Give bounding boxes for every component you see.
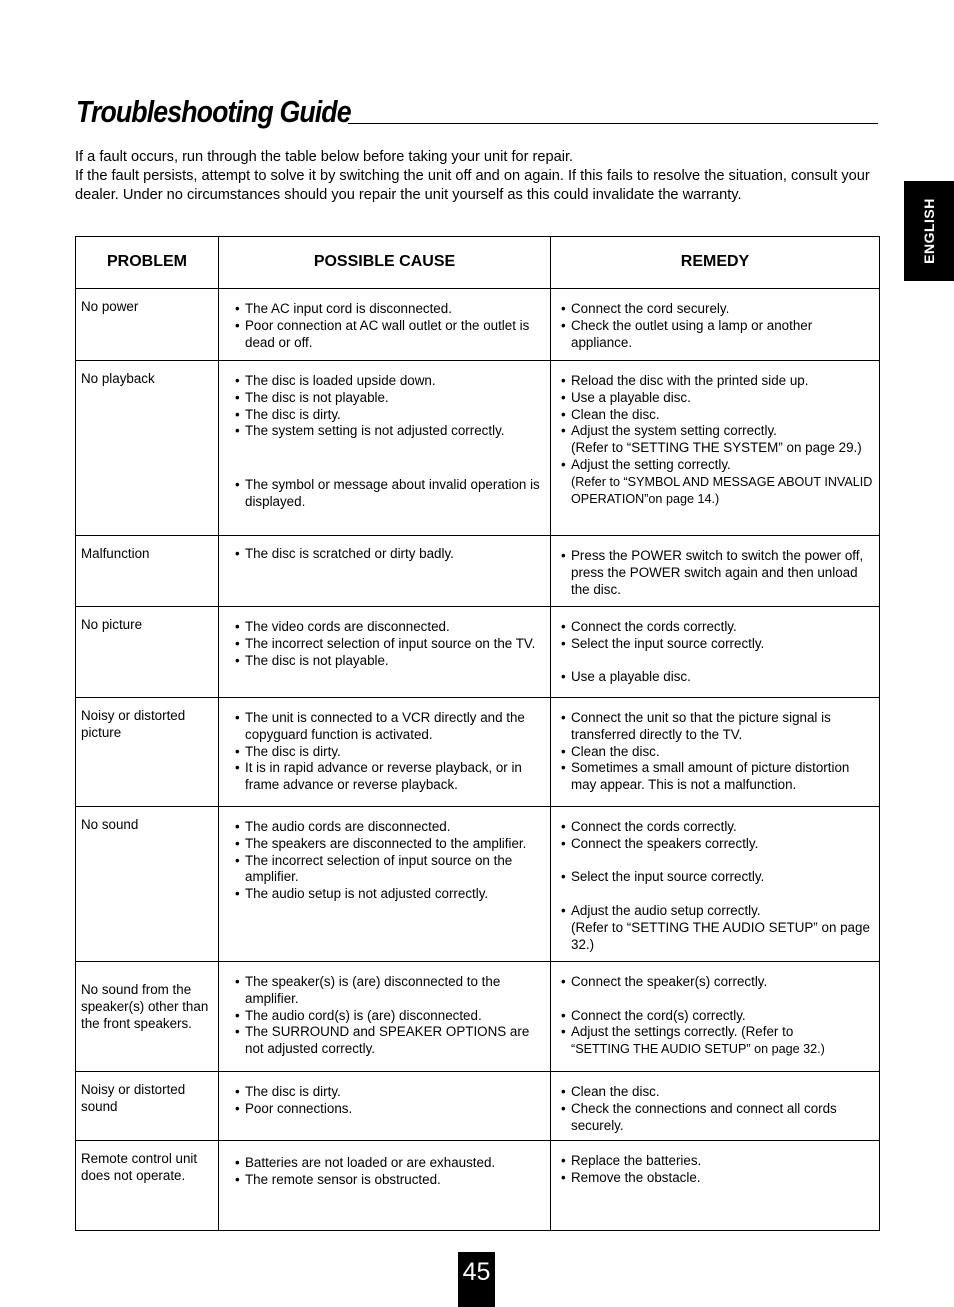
intro-line: If a fault occurs, run through the table below before taking your unit for repair. <box>75 149 574 165</box>
cause-item: • The symbol or message about invalid operation is displayed. <box>235 477 540 509</box>
cause-cell <box>219 289 551 361</box>
remedy-cell <box>551 536 880 607</box>
cause-item: • The SURROUND and SPEAKER OPTIONS are not adjusted correctly. <box>235 1024 530 1057</box>
cause-item: • The system setting is not adjusted correctly. <box>235 423 505 439</box>
remedy-item: • Connect the unit so that the picture signal is transferred directly to the TV. <box>561 710 831 742</box>
cause-item: • The speaker(s) is (are) disconnected to the amplifier. <box>235 974 501 1006</box>
table-row <box>76 536 880 607</box>
cause-item: • The video cords are disconnected. <box>235 619 450 634</box>
remedy-cell <box>551 289 880 361</box>
cause-item: • It is in rapid advance or reverse playback, or in frame advance or reverse playback. <box>235 760 522 793</box>
table-row <box>76 1141 880 1231</box>
table-row <box>76 807 880 962</box>
cause-item: • The audio setup is not adjusted correctly. <box>235 886 489 902</box>
remedy-item: • Connect the speakers correctly. <box>561 835 759 851</box>
cause-item: • The disc is dirty. <box>235 743 341 759</box>
table-row <box>76 361 880 536</box>
cause-item: • The disc is dirty. <box>235 406 341 422</box>
remedy-item: • Select the input source correctly. <box>561 869 765 885</box>
cause-item: • The remote sensor is obstructed. <box>235 1172 441 1188</box>
remedy-item: • Replace the batteries. <box>561 1153 702 1169</box>
remedy-item: • Use a playable disc. <box>561 389 691 405</box>
remedy-item: • Reload the disc with the printed side up. <box>561 373 809 388</box>
cause-item: • The disc is not playable. <box>235 389 389 405</box>
table-row <box>76 607 880 698</box>
cause-cell <box>219 1072 551 1141</box>
remedy-item: • Connect the cord securely. <box>561 301 730 316</box>
cause-item: • The audio cords are disconnected. <box>235 819 451 834</box>
remedy-cell <box>551 962 880 1072</box>
remedy-item: • Adjust the setting correctly. (Refer to “SYMBOL AND MESSAGE ABOUT INVALID OPERATION”on page 14.) <box>561 456 873 506</box>
remedy-item: • Check the outlet using a lamp or another appliance. <box>561 317 813 350</box>
cause-item: • The disc is scratched or dirty badly. <box>235 546 454 561</box>
remedy-item: • Connect the speaker(s) correctly. <box>561 974 768 989</box>
page-title: Troubleshooting Guide <box>76 94 351 129</box>
page-number: 45 <box>458 1252 495 1307</box>
remedy-reference: “SETTING THE AUDIO SETUP” on page 32.) <box>571 1042 825 1057</box>
cause-item: • The incorrect selection of input source on the amplifier. <box>235 852 513 885</box>
language-tab-label: ENGLISH <box>921 198 937 264</box>
problem-cell: No picture <box>76 607 219 698</box>
title-divider <box>348 123 878 124</box>
cause-item: • The disc is loaded upside down. <box>235 373 436 388</box>
problem-cell: Malfunction <box>76 536 219 607</box>
table-header-row <box>76 237 880 289</box>
remedy-item: • Adjust the settings correctly. (Refer to “SETTING THE AUDIO SETUP” on page 32.) <box>561 1024 873 1058</box>
cause-cell <box>219 1141 551 1231</box>
remedy-item: • Use a playable disc. <box>561 669 691 685</box>
remedy-item: • Connect the cord(s) correctly. <box>561 1007 746 1023</box>
remedy-item: • Adjust the audio setup correctly. (Refer to “SETTING THE AUDIO SETUP” on page 32.) <box>561 903 873 953</box>
remedy-cell <box>551 607 880 698</box>
remedy-item: • Connect the cords correctly. <box>561 819 737 834</box>
remedy-cell <box>551 807 880 962</box>
problem-cell: No sound from the speaker(s) other than the front speakers. <box>76 962 219 1072</box>
remedy-item: • Clean the disc. <box>561 406 660 422</box>
cause-item: • Poor connection at AC wall outlet or the outlet is dead or off. <box>235 317 530 350</box>
header-remedy: REMEDY <box>551 237 880 289</box>
remedy-cell <box>551 361 880 536</box>
cause-item: • Poor connections. <box>235 1100 353 1116</box>
remedy-cell <box>551 698 880 807</box>
language-tab <box>904 181 954 281</box>
cause-item: • The audio cord(s) is (are) disconnected. <box>235 1007 482 1023</box>
problem-cell: No playback <box>76 361 219 536</box>
troubleshooting-table <box>75 236 880 1231</box>
cause-cell <box>219 962 551 1072</box>
cause-item: • The unit is connected to a VCR directly and the copyguard function is activated. <box>235 710 525 742</box>
cause-item: • The speakers are disconnected to the amplifier. <box>235 835 527 851</box>
table-row <box>76 1072 880 1141</box>
remedy-reference: (Refer to “SETTING THE SYSTEM” on page 29.) <box>571 440 862 456</box>
cause-item: • The AC input cord is disconnected. <box>235 301 452 316</box>
header-possible-cause: POSSIBLE CAUSE <box>219 237 551 289</box>
problem-cell: Remote control unit does not operate. <box>76 1141 219 1231</box>
remedy-item: • Remove the obstacle. <box>561 1170 701 1186</box>
table-row <box>76 698 880 807</box>
cause-item: • Batteries are not loaded or are exhausted. <box>235 1155 496 1171</box>
problem-cell: No power <box>76 289 219 361</box>
remedy-cell <box>551 1141 880 1231</box>
cause-cell <box>219 807 551 962</box>
cause-cell <box>219 361 551 536</box>
remedy-item: • Connect the cords correctly. <box>561 619 737 634</box>
remedy-cell <box>551 1072 880 1141</box>
remedy-item: • Check the connections and connect all cords securely. <box>561 1100 837 1133</box>
remedy-item: • Adjust the system setting correctly. (Refer to “SETTING THE SYSTEM” on page 29.) <box>561 423 873 457</box>
table-row <box>76 962 880 1072</box>
cause-cell <box>219 536 551 607</box>
cause-item: • The disc is dirty. <box>235 1084 341 1099</box>
remedy-item: • Press the POWER switch to switch the power off, press the POWER switch again and then unload the disc. <box>561 548 864 597</box>
remedy-reference: (Refer to “SETTING THE AUDIO SETUP” on page 32.) <box>571 919 870 952</box>
header-problem: PROBLEM <box>76 237 219 289</box>
cause-cell <box>219 607 551 698</box>
remedy-item: • Clean the disc. <box>561 743 660 759</box>
cause-item: • The disc is not playable. <box>235 652 389 668</box>
remedy-item: • Clean the disc. <box>561 1084 660 1099</box>
remedy-item: • Select the input source correctly. <box>561 635 765 651</box>
remedy-item: • Sometimes a small amount of picture distortion may appear. This is not a malfunction. <box>561 760 850 793</box>
intro-text <box>75 148 875 206</box>
remedy-reference: (Refer to “SYMBOL AND MESSAGE ABOUT INVALID OPERATION”on page 14.) <box>571 474 873 506</box>
cause-item: • The incorrect selection of input source on the TV. <box>235 635 536 651</box>
problem-cell: Noisy or distorted sound <box>76 1072 219 1141</box>
problem-cell: No sound <box>76 807 219 962</box>
intro-line: If the fault persists, attempt to solve it by switching the unit off and on again. If this fails to resolve the situation, consult your dealer. Under no circumstances should you repair the unit yourself as this could invalidate the warranty. <box>75 168 870 204</box>
table-row <box>76 289 880 361</box>
problem-cell: Noisy or distorted picture <box>76 698 219 807</box>
cause-cell <box>219 698 551 807</box>
